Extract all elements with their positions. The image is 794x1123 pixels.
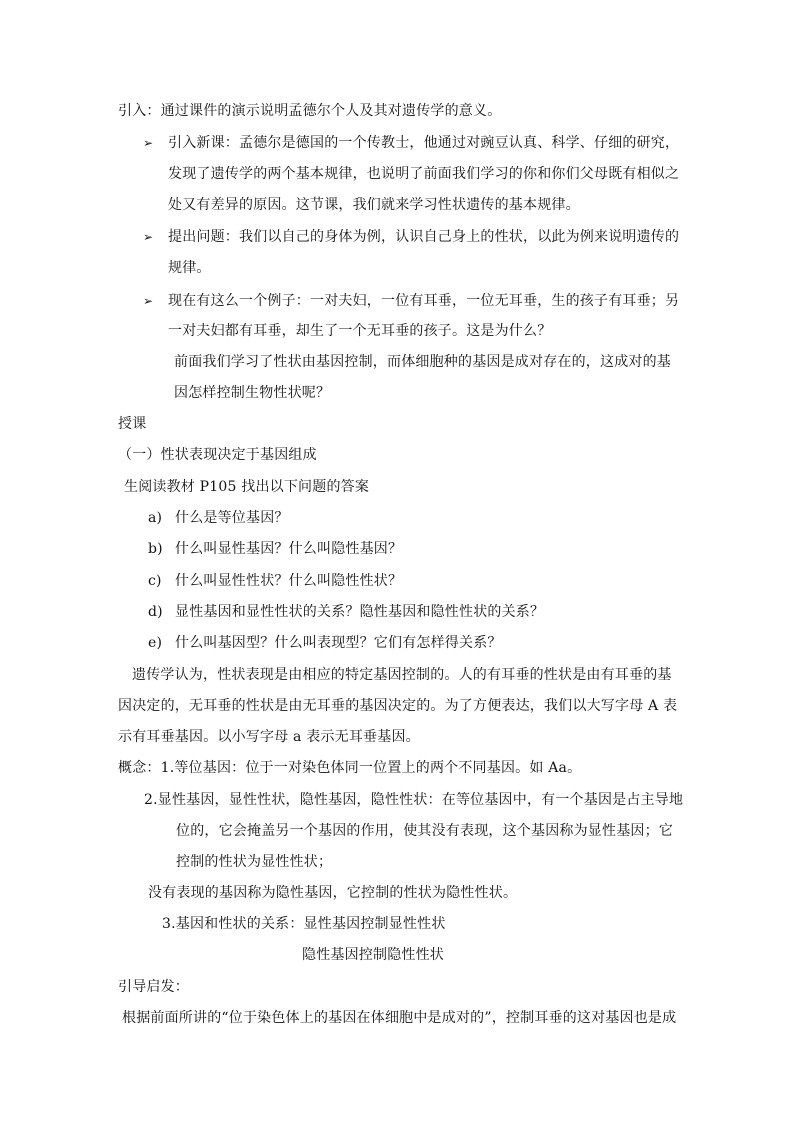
bullet-new-lesson-line-2: 发现了遗传学的两个基本规律，也说明了前面我们学习的你和你们父母既有相似之 — [168, 166, 680, 182]
arrow-bullet-icon: ➢ — [143, 230, 154, 244]
section-heading-teaching: 授课 — [118, 416, 147, 432]
question-item: 什么叫显性性状？什么叫隐性性状？ — [175, 573, 403, 589]
arrow-bullet-icon: ➢ — [143, 136, 154, 150]
concept-recessive: 没有表现的基因称为隐性基因，它控制的性状为隐性性状。 — [148, 885, 518, 901]
concept-allele: 概念：1.等位基因：位于一对染色体同一位置上的两个不同基因。如 Aa。 — [118, 760, 582, 776]
bullet-new-lesson-line-3: 处又有差异的原因。这节课，我们就来学习性状遗传的基本规律。 — [168, 197, 580, 213]
genetics-paragraph-line-3: 示有耳垂基因。以小写字母 a 表示无耳垂基因。 — [118, 729, 420, 745]
concept-dominant-line-1: 2.显性基因，显性性状，隐性基因，隐性性状：在等位基因中，有一个基因是占主导地 — [144, 792, 684, 808]
genetics-paragraph-line-2: 因决定的，无耳垂的性状是由无耳垂的基因决定的。为了方便表达，我们以大写字母 A 表 — [118, 698, 678, 714]
question-marker: d) — [148, 604, 163, 620]
subsection-heading: （一）性状表现决定于基因组成 — [118, 447, 317, 463]
question-marker: e) — [148, 635, 163, 651]
bullet-question-line-2: 规律。 — [168, 260, 211, 276]
concept-relationship-line-1: 3.基因和性状的关系：显性基因控制显性性状 — [162, 916, 446, 932]
arrow-bullet-icon: ➢ — [143, 294, 154, 308]
concept-dominant-line-2: 位的，它会掩盖另一个基因的作用，使其没有表现，这个基因称为显性基因；它 — [176, 823, 673, 839]
bullet-example-line-1: 现在有这么一个例子：一对夫妇，一位有耳垂，一位无耳垂，生的孩子有耳垂；另 — [168, 293, 680, 309]
bullet-question-line-1: 提出问题：我们以自己的身体为例，认识自己身上的性状，以此为例来说明遗传的 — [168, 229, 680, 245]
question-marker: b) — [148, 541, 163, 557]
intro-line: 引入：通过课件的演示说明孟德尔个人及其对遗传学的意义。 — [118, 103, 502, 119]
question-item: 什么是等位基因？ — [175, 510, 289, 526]
question-marker: a) — [148, 510, 163, 526]
question-item: 什么叫基因型？什么叫表现型？它们有怎样得关系？ — [175, 635, 502, 651]
bullet-new-lesson-line-1: 引入新课：孟德尔是德国的一个传教士，他通过对豌豆认真、科学、仔细的研究， — [168, 135, 680, 151]
question-item: 显性基因和显性性状的关系？隐性基因和隐性性状的关系？ — [175, 604, 545, 620]
bullet-example-line-2: 一对夫妇都有耳垂，却生了一个无耳垂的孩子。这是为什么？ — [168, 323, 552, 339]
guidance-paragraph: 根据前面所讲的“位于染色体上的基因在体细胞中是成对的”，控制耳垂的这对基因也是成 — [122, 1010, 677, 1026]
concept-dominant-line-3: 控制的性状为显性性状； — [176, 854, 333, 870]
concept-relationship-line-2: 隐性基因控制隐性性状 — [302, 947, 444, 963]
guidance-heading: 引导启发： — [118, 979, 189, 995]
genetics-paragraph-line-1: 遗传学认为，性状表现是由相应的特定基因控制的。人的有耳垂的性状是由有耳垂的基 — [132, 667, 672, 683]
question-marker: c) — [148, 573, 162, 589]
paragraph-review-line-2: 因怎样控制生物性状呢？ — [174, 385, 331, 401]
reading-instruction: 生阅读教材 P105 找出以下问题的答案 — [124, 479, 370, 495]
paragraph-review-line-1: 前面我们学习了性状由基因控制，而体细胞种的基因是成对存在的，这成对的基 — [174, 354, 671, 370]
question-item: 什么叫显性基因？什么叫隐性基因？ — [175, 541, 403, 557]
